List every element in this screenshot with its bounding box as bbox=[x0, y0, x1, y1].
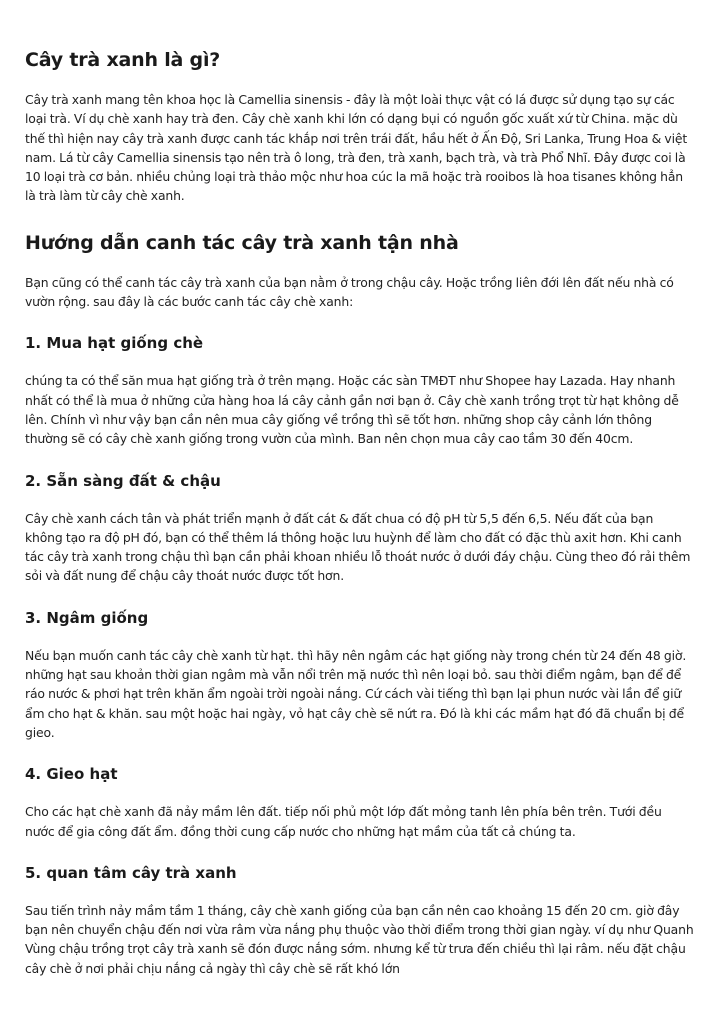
step-5-paragraph: Sau tiến trình nảy mầm tầm 1 tháng, cây chè xanh giống của bạn cần nên cao khoảng 15 đến 20 cm. giờ đây bạn nên chuyển chậu đến nơi vừa râm vừa nắng phụ thuộc vào thời điểm trong thời gian ngày. ví dụ như Quanh Vùng chậu trồng trọt cây trà xanh sẽ đón được nắng sớm. nhưng kể từ trưa đến chiều thì lại râm. nếu đặt chậu cây chè ở nơi phải chịu nắng cả ngày thì cây chè sẽ rất khó lớn bbox=[25, 902, 694, 976]
guide-intro-paragraph: Bạn cũng có thể canh tác cây trà xanh của bạn nằm ở trong chậu cây. Hoặc trồng liên đới lên đất nếu nhà có vườn rộng. sau đây là các bước canh tác cây chè xanh: bbox=[25, 274, 674, 310]
step-2-paragraph: Cây chè xanh cách tân và phát triển mạnh ở đất cát & đất chua có độ pH từ 5,5 đến 6,5. Nếu đất của bạn không tạo ra độ pH đó, bạn có thể thêm lá thông hoặc lưu huỳnh để làm cho đất có đặc thù axit hơn. Khi canh tác cây trà xanh trong chậu thì bạn cần phải khoan nhiều lỗ thoát nước ở dưới đáy chậu. Cùng theo đó rải thêm sỏi và đất nung để chậu cây thoát nước được tốt hơn. bbox=[25, 510, 691, 584]
step-3-heading: 3. Ngâm giống bbox=[25, 608, 149, 627]
step-1-paragraph: chúng ta có thể săn mua hạt giống trà ở trên mạng. Hoặc các sàn TMĐT như Shopee hay Lazada. Hay nhanh nhất có thể là mua ở những cửa hàng hoa lá cây cảnh gần nơi bạn ở. Cây chè xanh trồng trọt từ hạt không dễ lên. Chính vì như vậy bạn cần nên mua cây giống về trồng thì sẽ tốt hơn. những shop cây cảnh lớn thông thường sẽ có cây chè xanh giống trong vườn của mình. Ban nên chọn mua cây cao tầm 30 đến 40cm. bbox=[25, 373, 679, 447]
article-title: Cây trà xanh là gì? bbox=[25, 49, 221, 71]
step-3-paragraph: Nếu bạn muốn canh tác cây chè xanh từ hạt. thì hãy nên ngâm các hạt giống này trong chén từ 24 đến 48 giờ. những hạt sau khoản thời gian ngâm mà vẫn nổi trên mặ nước thì nên loại bỏ. sau thời điểm ngâm, bạn để để ráo nước & phơi hạt trên khăn ẩm ngoài trời ngoài nắng. Cứ cách vài tiếng thì bạn lại phun nước vài lần để giữ ẩm cho hạt & khăn. sau một hoặc hai ngày, vỏ hạt cây chè sẽ nứt ra. Đó là khi các mầm hạt đó đã chuẩn bị để gieo. bbox=[25, 647, 687, 740]
intro-paragraph: Cây trà xanh mang tên khoa học là Camellia sinensis - đây là một loài thực vật có lá được sử dụng tạo sự các loại trà. Ví dụ chè xanh hay trà đen. Cây chè xanh khi lớn có dạng bụi có nguồn gốc xuất xứ từ China. mặc dù thế thì hiện nay cây trà xanh được canh tác khắp nơi trên trái đất, hầu hết ở Ấn Độ, Sri Lanka, Trung Hoa & việt nam. Lá từ cây Camellia sinensis tạo nên trà ô long, trà đen, trà xanh, bạch trà, và trà Phổ Nhĩ. Đây được coi là 10 loại trà cơ bản. nhiều chủng loại trà thảo mộc như hoa cúc la mã hoặc trà rooibos là hoa tisanes không hẳn là trà làm từ cây chè xanh. bbox=[25, 92, 688, 204]
step-5-heading: 5. quan tâm cây trà xanh bbox=[25, 863, 237, 882]
step-2-heading: 2. Sẵn sàng đất & chậu bbox=[25, 471, 221, 490]
step-4-paragraph: Cho các hạt chè xanh đã nảy mầm lên đất. tiếp nối phủ một lớp đất mỏng tanh lên phía bên trên. Tưới đều nước để gia công đất ẩm. đồng thời cung cấp nước cho những hạt mầm của tất cả chúng ta. bbox=[25, 804, 662, 839]
step-4-heading: 4. Gieo hạt bbox=[25, 765, 118, 784]
guide-heading: Hướng dẫn canh tác cây trà xanh tận nhà bbox=[25, 231, 459, 254]
step-1-heading: 1. Mua hạt giống chè bbox=[25, 334, 204, 353]
